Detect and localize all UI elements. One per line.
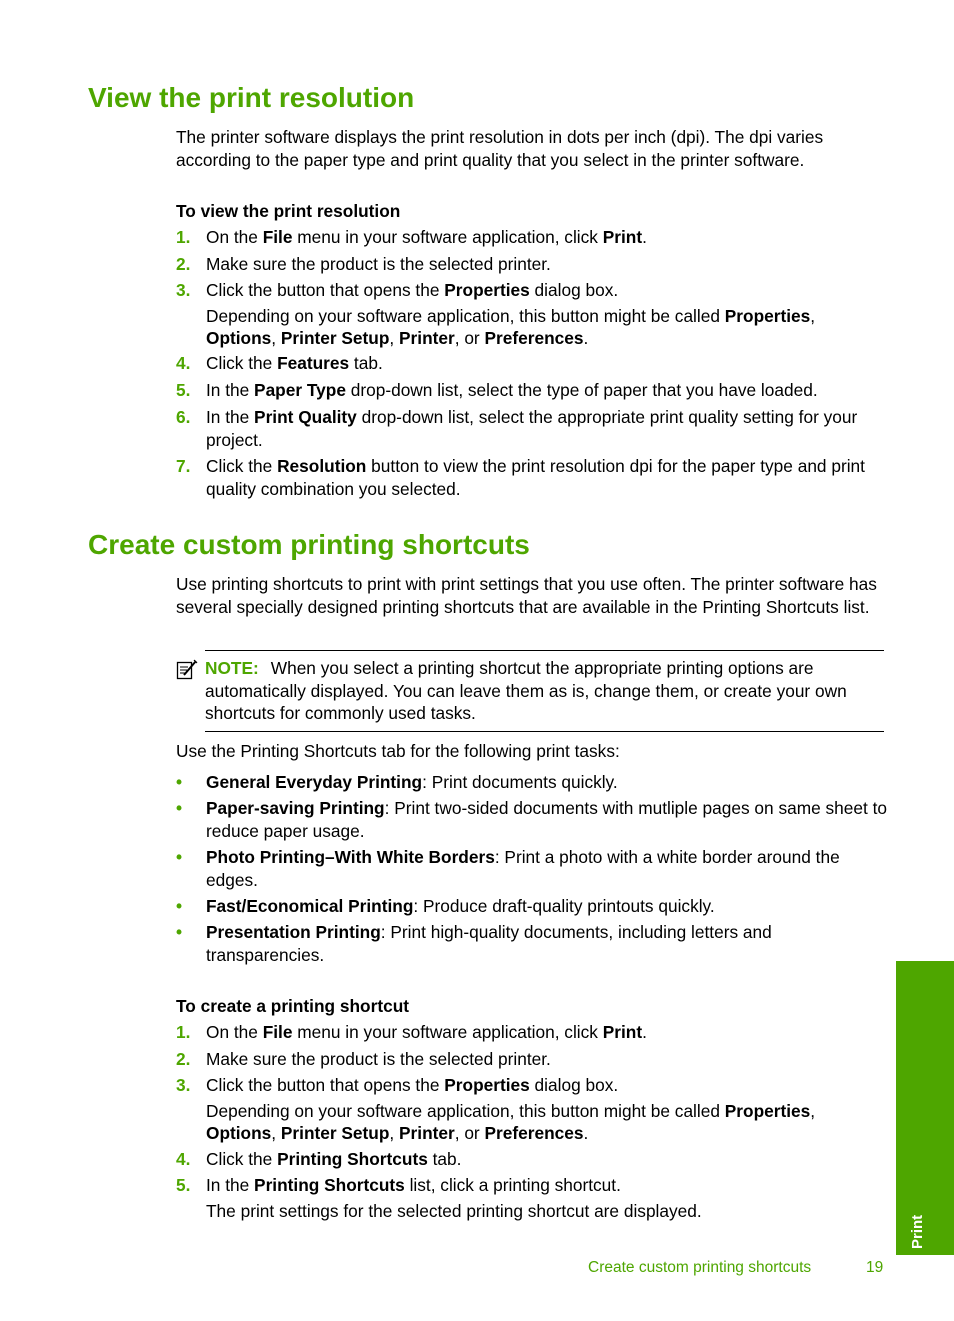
list-marker: 2. (176, 254, 191, 274)
list-item (176, 379, 888, 402)
list-item-text: Click the Resolution button to view the print resolution dpi for the paper type and print quality combination you selected. (206, 456, 865, 499)
list-item-text: Click the Printing Shortcuts tab. (206, 1149, 462, 1169)
section-title-view-resolution: View the print resolution (88, 82, 415, 113)
list-marker: 6. (176, 407, 191, 427)
list-item-text: Paper-saving Printing: Print two-sided documents with mutliple pages on same sheet to reduce paper usage. (206, 798, 887, 841)
tasks-intro: Use the Printing Shortcuts tab for the following print tasks: (176, 741, 620, 761)
list-item-text: In the Printing Shortcuts list, click a printing shortcut. (206, 1175, 621, 1195)
list-item-text: Make sure the product is the selected printer. (206, 1049, 551, 1069)
list-item-text: In the Paper Type drop-down list, select the type of paper that you have loaded. (206, 380, 818, 400)
list-item (176, 1021, 888, 1044)
section2-intro: Use printing shortcuts to print with print settings that you use often. The printer software has several specially designed printing shortcuts that are available in the Printing Shortcuts list. (176, 574, 877, 617)
list-item (176, 455, 888, 500)
section1-intro: The printer software displays the print resolution in dots per inch (dpi). The dpi varies according to the paper type and print quality that you select in the printer software. (176, 127, 824, 170)
side-tab-label: Print (909, 1214, 926, 1249)
list-item (176, 226, 888, 249)
list-item-subtext: The print settings for the selected printing shortcut are displayed. (206, 1200, 702, 1221)
list-item-subtext: Depending on your software application, this button might be called Properties, Options, Printer Setup, Printer, or Preferences. (206, 305, 816, 348)
procedure-title-create-shortcut: To create a printing shortcut (176, 996, 410, 1016)
list-item-text: General Everyday Printing: Print documents quickly. (206, 772, 618, 792)
list-marker: • (176, 847, 183, 867)
note-label: NOTE: (205, 658, 259, 678)
list-item-text: Presentation Printing: Print high-quality documents, including letters and transparencies. (206, 922, 772, 965)
list-item (176, 921, 888, 966)
list-item (176, 1148, 888, 1171)
footer-section-name: Create custom printing shortcuts (588, 1259, 812, 1276)
list-item (176, 1048, 888, 1071)
note-rule-bottom (205, 731, 884, 732)
list-item (176, 253, 888, 276)
list-item-subtext: Depending on your software application, this button might be called Properties, Options, Printer Setup, Printer, or Preferences. (206, 1100, 816, 1143)
list-marker: 5. (176, 1175, 191, 1195)
list-marker: • (176, 798, 183, 818)
note-text: When you select a printing shortcut the appropriate printing options are automatically displayed. You can leave them as is, change them, or create your own shortcuts for commonly used tasks. (205, 658, 847, 723)
list-item (176, 846, 888, 891)
list-marker: 1. (176, 227, 191, 247)
list-marker: 7. (176, 456, 191, 476)
list-item-text: Click the button that opens the Properties dialog box. (206, 280, 619, 300)
list-item (176, 797, 888, 842)
list-item (176, 1174, 888, 1222)
list-item-text: On the File menu in your software application, click Print. (206, 227, 647, 247)
procedure-title-view-resolution: To view the print resolution (176, 201, 401, 221)
list-item (176, 771, 888, 794)
note-icon (176, 659, 198, 681)
list-item-text: Click the Features tab. (206, 353, 383, 373)
list-item-text: In the Print Quality drop-down list, select the appropriate print quality setting for your project. (206, 407, 858, 450)
list-item-text: On the File menu in your software application, click Print. (206, 1022, 647, 1042)
list-item (176, 895, 888, 918)
list-marker: 3. (176, 1075, 191, 1095)
list-marker: • (176, 922, 183, 942)
list-item-text: Fast/Economical Printing: Produce draft-quality printouts quickly. (206, 896, 715, 916)
list-marker: 4. (176, 353, 191, 373)
footer-page-number: 19 (866, 1259, 884, 1276)
list-item-text: Make sure the product is the selected printer. (206, 254, 551, 274)
list-marker: • (176, 772, 183, 792)
side-tab-print (896, 961, 954, 1255)
list-marker: 2. (176, 1049, 191, 1069)
list-item (176, 406, 888, 451)
list-marker: • (176, 896, 183, 916)
section-title-custom-shortcuts: Create custom printing shortcuts (88, 529, 530, 560)
list-item (176, 1074, 888, 1145)
list-marker: 3. (176, 280, 191, 300)
list-marker: 4. (176, 1149, 191, 1169)
list-marker: 5. (176, 380, 191, 400)
list-item-text: Photo Printing–With White Borders: Print a photo with a white border around the edges. (206, 847, 840, 890)
list-marker: 1. (176, 1022, 191, 1042)
list-item (176, 352, 888, 375)
list-item-text: Click the button that opens the Properties dialog box. (206, 1075, 619, 1095)
note-rule-top (205, 650, 884, 651)
list-item (176, 279, 888, 350)
note-box (176, 657, 888, 725)
